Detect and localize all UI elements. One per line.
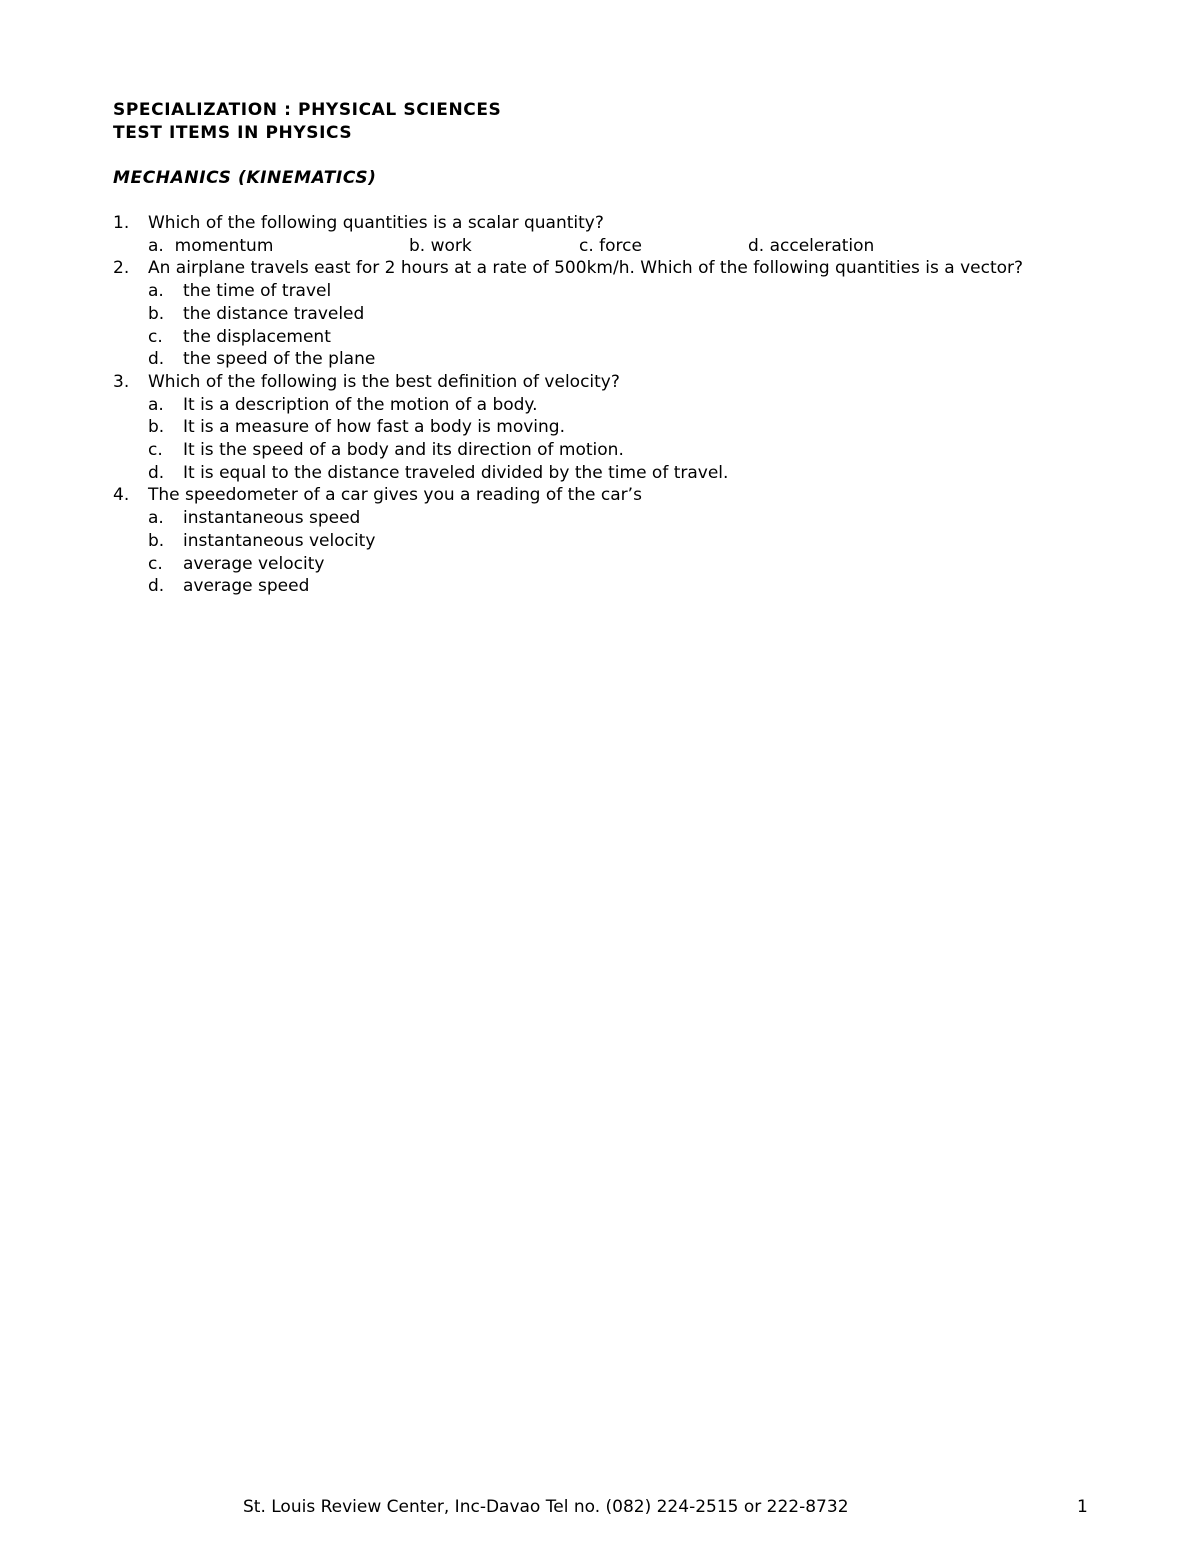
- question-list: [113, 212, 1088, 598]
- choice-letter: a.: [148, 281, 164, 302]
- choice-letter: a.: [148, 508, 164, 529]
- choice-text: the distance traveled: [183, 303, 365, 324]
- choice-c: [148, 439, 1088, 462]
- choice-text: It is a measure of how fast a body is moving.: [183, 417, 566, 438]
- choice-b: [148, 303, 1088, 326]
- choice-a: [148, 394, 1088, 417]
- question-text: Which of the following quantities is a scalar quantity?: [148, 213, 604, 233]
- choice-c: [579, 235, 642, 258]
- question-2: [113, 257, 1088, 371]
- choice-text: momentum: [174, 235, 274, 256]
- choice-letter: c.: [148, 326, 163, 347]
- choice-letter: c.: [148, 553, 163, 574]
- choice-d: [148, 462, 1088, 485]
- choice-letter: a.: [148, 235, 164, 256]
- choice-letter: d.: [748, 235, 765, 256]
- question-3: [113, 371, 1088, 485]
- choice-b: [409, 235, 472, 258]
- choice-text: It is the speed of a body and its direction of motion.: [183, 440, 624, 461]
- question-number: 4.: [113, 485, 130, 506]
- choice-letter: b.: [148, 530, 165, 551]
- choice-list: [148, 280, 1088, 371]
- choice-letter: d.: [148, 462, 165, 483]
- choice-a: [148, 507, 1088, 530]
- document-heading-specialization: SPECIALIZATION : PHYSICAL SCIENCES: [113, 100, 502, 120]
- choice-d: [148, 348, 1088, 371]
- choice-row: [148, 235, 1088, 258]
- choice-text: acceleration: [769, 235, 875, 256]
- question-number: 2.: [113, 258, 130, 279]
- footer-contact-text: St. Louis Review Center, Inc-Davao Tel no. (082) 224-2515 or 222-8732: [243, 1497, 849, 1517]
- choice-letter: d.: [148, 576, 165, 597]
- choice-text: the time of travel: [183, 281, 332, 302]
- document-heading-test-items: TEST ITEMS IN PHYSICS: [113, 123, 353, 143]
- choice-text: the displacement: [183, 326, 331, 347]
- document-body: [113, 99, 1088, 598]
- choice-letter: b.: [148, 303, 165, 324]
- choice-list: [148, 507, 1088, 598]
- choice-b: [148, 416, 1088, 439]
- choice-letter: d.: [148, 349, 165, 370]
- choice-c: [148, 326, 1088, 349]
- choice-letter: a.: [148, 394, 164, 415]
- choice-text: instantaneous speed: [183, 508, 361, 529]
- choice-a: [148, 235, 273, 258]
- choice-d: [748, 235, 874, 258]
- page-number: 1: [1077, 1497, 1088, 1517]
- choice-d: [148, 575, 1088, 598]
- choice-a: [148, 280, 1088, 303]
- question-number: 3.: [113, 371, 130, 392]
- choice-text: instantaneous velocity: [183, 530, 376, 551]
- section-title: MECHANICS (KINEMATICS): [113, 168, 377, 188]
- choice-c: [148, 553, 1088, 576]
- choice-list: [148, 394, 1088, 485]
- question-text: Which of the following is the best definition of velocity?: [148, 371, 620, 392]
- choice-letter: b.: [148, 417, 165, 438]
- question-4: [113, 484, 1088, 598]
- choice-text: force: [599, 235, 642, 256]
- question-number: 1.: [113, 213, 130, 233]
- choice-letter: c.: [579, 235, 594, 256]
- choice-text: work: [430, 235, 472, 256]
- choice-letter: b.: [409, 235, 426, 256]
- choice-text: It is equal to the distance traveled divided by the time of travel.: [183, 462, 729, 483]
- choice-letter: c.: [148, 440, 163, 461]
- question-1: [113, 212, 1088, 257]
- question-text: An airplane travels east for 2 hours at a rate of 500km/h. Which of the following quantities is a vector?: [148, 258, 1024, 279]
- choice-text: average velocity: [183, 553, 325, 574]
- choice-text: average speed: [183, 576, 310, 597]
- choice-text: the speed of the plane: [183, 349, 376, 370]
- choice-text: It is a description of the motion of a body.: [183, 394, 538, 415]
- question-text: The speedometer of a car gives you a reading of the car’s: [148, 485, 642, 506]
- choice-b: [148, 530, 1088, 553]
